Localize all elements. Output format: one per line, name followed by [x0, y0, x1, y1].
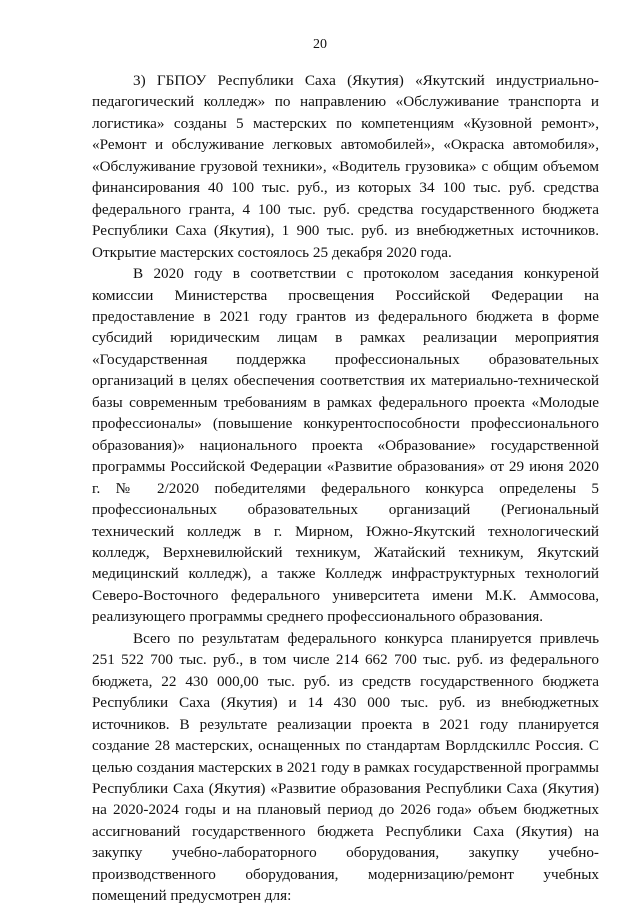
page-number: 20	[313, 37, 327, 52]
paragraph-grant-competition: В 2020 году в соответствии с протоколом заседания конкуреной комиссии Министерства просвещения Российской Федерации на предоставление в 2021 году грантов из федерального бюджета в форме субсидий юридическим лицам в рамках реализации мероприятия «Государственная поддержка профессиональных образовательных организаций в целях обеспечения соответствия их материально-технической базы современным требованиям в рамках федерального проекта «Молодые профессионалы» (повышение конкурентоспособности профессионального образования)» национального проекта «Образование» государственной программы Российской Федерации «Развитие образования» от 29 июня 2020 г. № 2/2020 победителями федерального конкурса определены 5 профессиональных образовательных организаций (Региональный технический колледж в г. Мирном, Южно-Якутский технологический колледж, Верхневилюйский техникум, Жатайский техникум, Якутский медицинский колледж), а также Колледж инфраструктурных технологий Северо-Восточного федерального университета имени М.К. Аммосова, реализующего программы среднего профессионального образования.	[92, 265, 599, 626]
paragraph-funding-totals: Всего по результатам федерального конкурса планируется привлечь 251 522 700 тыс. руб., в том числе 214 662 700 тыс. руб. из федерального бюджета, 22 430 000,00 тыс. руб. из средств государственного бюджета Республики Саха (Якутия) и 14 430 000 тыс. руб. из внебюджетных источников. В результате реализации проекта в 2021 году планируется создание 28 мастерских, оснащенных по стандартам Ворлдскиллс Россия. С целью создания мастерских в 2021 году в рамках государственной программы Республики Саха (Якутия) «Развитие образования Республики Саха (Якутия) на 2020-2024 годы и на плановый период до 2026 года» объем бюджетных ассигнований государственного бюджета Республики Саха (Якутия) на закупку учебно-лабораторного оборудования, закупку учебно-производственного оборудования, модернизацию/ремонт учебных помещений предусмотрен для:	[92, 629, 599, 905]
paragraph-workshops-ikp: 3) ГБПОУ Республики Саха (Якутия) «Якутский индустриально-педагогический колледж» по направлению «Обслуживание транспорта и логистика» созданы 5 мастерских по компетенциям «Кузовной ремонт», «Ремонт и обслуживание легковых автомобилей», «Окраска автомобиля», «Обслуживание грузовой техники», «Водитель грузовика» с общим объемом финансирования 40 100 тыс. руб., из которых 34 100 тыс. руб. средства федерального гранта, 4 100 тыс. руб. средства государственного бюджета Республики Саха (Якутия), 1 900 тыс. руб. из внебюджетных источников. Открытие мастерских состоялось 25 декабря 2020 года.	[92, 72, 599, 261]
document-body	[92, 70, 599, 907]
